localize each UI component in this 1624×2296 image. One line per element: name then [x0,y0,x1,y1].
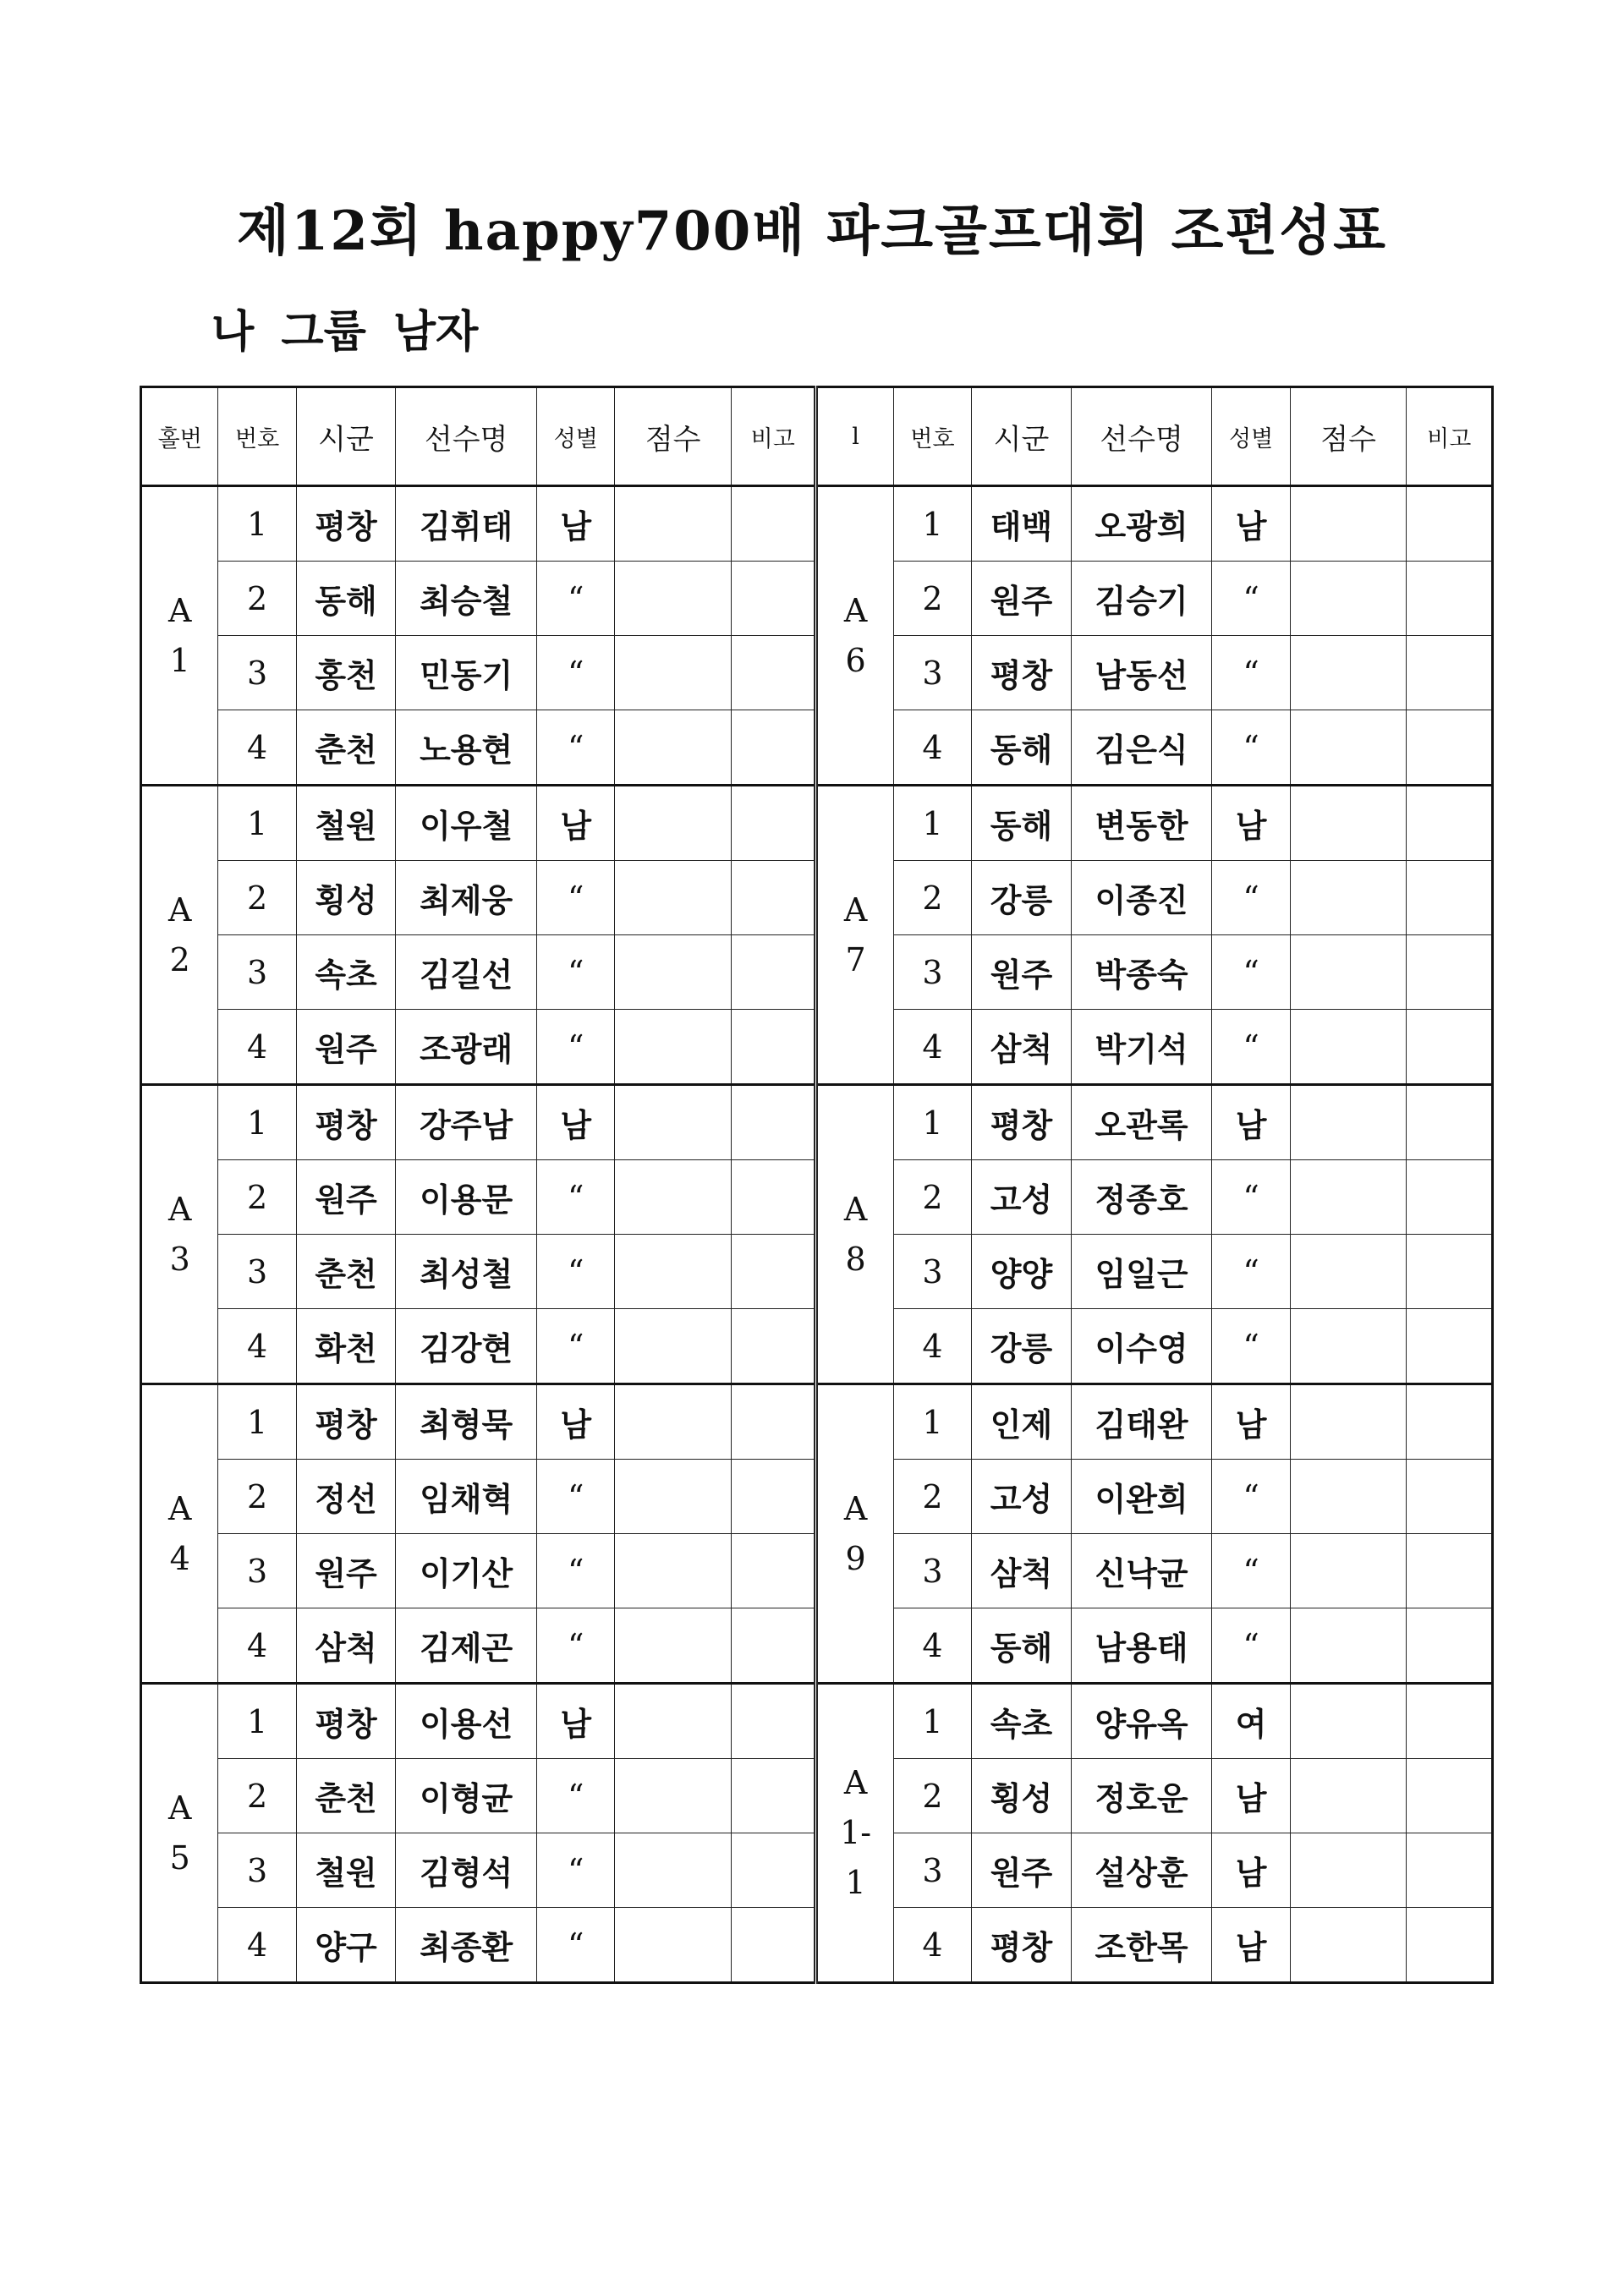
player-number: 2 [218,1759,296,1833]
score-cell-right[interactable] [1290,1160,1407,1235]
score-cell-right[interactable] [1290,1085,1407,1160]
note-cell[interactable] [731,1235,815,1309]
score-cell[interactable] [615,1608,732,1684]
player-name-right: 남용태 [1071,1608,1212,1684]
table-row [141,486,1493,562]
player-city: 평창 [296,1085,396,1160]
player-number-right: 1 [893,1684,971,1759]
note-cell-right[interactable] [1407,710,1493,786]
player-gender: “ [537,861,615,935]
player-number-right: 4 [893,1608,971,1684]
player-gender-right: 남 [1212,1085,1290,1160]
player-gender-right: “ [1212,1460,1290,1534]
player-city-right: 동해 [972,710,1072,786]
note-cell[interactable] [731,1010,815,1085]
player-gender: “ [537,1160,615,1235]
score-cell[interactable] [615,486,732,562]
player-gender-right: 여 [1212,1684,1290,1759]
player-name: 김강현 [396,1309,537,1384]
note-cell[interactable] [731,636,815,710]
note-cell-right[interactable] [1407,1833,1493,1908]
header-gender-right: 성별 [1212,387,1290,486]
player-number-right: 3 [893,636,971,710]
header-score-right: 점수 [1290,387,1407,486]
score-cell-right[interactable] [1290,1908,1407,1983]
score-cell-right[interactable] [1290,710,1407,786]
player-city: 양구 [296,1908,396,1983]
note-cell[interactable] [731,935,815,1010]
player-city-right: 강릉 [972,861,1072,935]
note-cell-right[interactable] [1407,1608,1493,1684]
player-gender-right: 남 [1212,1833,1290,1908]
note-cell[interactable] [731,1908,815,1983]
score-cell[interactable] [615,1833,732,1908]
player-gender-right: “ [1212,1309,1290,1384]
group-cell-right: A 9 [816,1384,893,1684]
note-cell-right[interactable] [1407,1534,1493,1608]
player-gender-right: 남 [1212,486,1290,562]
score-cell-right[interactable] [1290,486,1407,562]
player-number: 4 [218,1908,296,1983]
player-name: 민동기 [396,636,537,710]
player-city: 평창 [296,486,396,562]
score-cell-right[interactable] [1290,935,1407,1010]
player-city-right: 원주 [972,562,1072,636]
group-cell-left: A 3 [141,1085,218,1384]
player-gender: “ [537,1759,615,1833]
player-name-right: 박종숙 [1071,935,1212,1010]
player-name: 최종환 [396,1908,537,1983]
score-cell[interactable] [615,786,732,861]
player-city-right: 고성 [972,1160,1072,1235]
player-number: 2 [218,562,296,636]
player-gender-right: “ [1212,1534,1290,1608]
score-cell[interactable] [615,1908,732,1983]
player-city-right: 양양 [972,1235,1072,1309]
player-gender-right: “ [1212,1010,1290,1085]
player-city: 평창 [296,1384,396,1460]
player-gender: “ [537,1010,615,1085]
player-city-right: 삼척 [972,1534,1072,1608]
note-cell-right[interactable] [1407,1235,1493,1309]
player-number: 1 [218,1384,296,1460]
header-city-right: 시군 [972,387,1072,486]
note-cell[interactable] [731,1460,815,1534]
header-player: 선수명 [396,387,537,486]
note-cell[interactable] [731,486,815,562]
player-name: 이용문 [396,1160,537,1235]
player-city: 원주 [296,1534,396,1608]
player-gender: “ [537,1908,615,1983]
note-cell-right[interactable] [1407,1759,1493,1833]
header-number: 번호 [218,387,296,486]
score-cell[interactable] [615,1759,732,1833]
player-city-right: 속초 [972,1684,1072,1759]
player-number: 3 [218,636,296,710]
player-gender-right: “ [1212,1235,1290,1309]
player-number-right: 3 [893,1833,971,1908]
player-gender: 남 [537,1684,615,1759]
player-name: 이형균 [396,1759,537,1833]
player-city: 원주 [296,1010,396,1085]
score-cell[interactable] [615,1085,732,1160]
player-gender: 남 [537,486,615,562]
player-name-right: 김은식 [1071,710,1212,786]
player-gender-right: “ [1212,935,1290,1010]
player-number-right: 2 [893,1759,971,1833]
player-name: 김길선 [396,935,537,1010]
note-cell[interactable] [731,710,815,786]
header-city: 시군 [296,387,396,486]
player-number-right: 4 [893,1908,971,1983]
note-cell[interactable] [731,786,815,861]
player-name-right: 임일근 [1071,1235,1212,1309]
player-city-right: 평창 [972,1085,1072,1160]
player-city: 춘천 [296,1235,396,1309]
player-gender-right: “ [1212,636,1290,710]
score-cell[interactable] [615,636,732,710]
player-city-right: 원주 [972,1833,1072,1908]
score-cell[interactable] [615,1684,732,1759]
player-number-right: 2 [893,562,971,636]
note-cell-right[interactable] [1407,562,1493,636]
note-cell[interactable] [731,1534,815,1608]
player-name: 김형석 [396,1833,537,1908]
player-number: 3 [218,1534,296,1608]
player-number: 3 [218,935,296,1010]
player-name-right: 오광희 [1071,486,1212,562]
note-cell-right[interactable] [1407,1384,1493,1460]
player-number-right: 1 [893,1085,971,1160]
roster-sheet [140,386,1494,1972]
score-cell-right[interactable] [1290,562,1407,636]
player-number-right: 1 [893,786,971,861]
player-city: 철원 [296,1833,396,1908]
note-cell[interactable] [731,1309,815,1384]
note-cell[interactable] [731,562,815,636]
player-gender-right: “ [1212,861,1290,935]
note-cell-right[interactable] [1407,1010,1493,1085]
player-gender-right: “ [1212,562,1290,636]
player-gender: “ [537,1608,615,1684]
score-cell[interactable] [615,1534,732,1608]
player-number-right: 4 [893,1309,971,1384]
player-city: 원주 [296,1160,396,1235]
header-number-right: 번호 [893,387,971,486]
note-cell-right[interactable] [1407,636,1493,710]
header-row [141,387,1493,486]
score-cell-right[interactable] [1290,1384,1407,1460]
player-city: 춘천 [296,710,396,786]
player-gender-right: 남 [1212,786,1290,861]
player-number-right: 2 [893,1160,971,1235]
player-gender-right: “ [1212,710,1290,786]
group-cell-right: A 6 [816,486,893,786]
group-cell-right: A 8 [816,1085,893,1384]
group-cell-left: A 5 [141,1684,218,1983]
player-city-right: 삼척 [972,1010,1072,1085]
player-city: 춘천 [296,1759,396,1833]
player-name: 최성철 [396,1235,537,1309]
score-cell[interactable] [615,1460,732,1534]
note-cell[interactable] [731,1833,815,1908]
note-cell[interactable] [731,1759,815,1833]
group-cell-left: A 4 [141,1384,218,1684]
player-gender-right: 남 [1212,1759,1290,1833]
player-gender-right: “ [1212,1608,1290,1684]
score-cell-right[interactable] [1290,1534,1407,1608]
score-cell-right[interactable] [1290,861,1407,935]
player-gender-right: “ [1212,1160,1290,1235]
player-number-right: 3 [893,1534,971,1608]
note-cell-right[interactable] [1407,1309,1493,1384]
player-number: 4 [218,1309,296,1384]
score-cell-right[interactable] [1290,1309,1407,1384]
player-number: 4 [218,710,296,786]
score-cell-right[interactable] [1290,1833,1407,1908]
player-number: 3 [218,1833,296,1908]
header-note: 비고 [731,387,815,486]
player-name-right: 변동한 [1071,786,1212,861]
player-city-right: 동해 [972,1608,1072,1684]
score-cell-right[interactable] [1290,1759,1407,1833]
player-number: 1 [218,786,296,861]
score-cell-right[interactable] [1290,1235,1407,1309]
player-gender: “ [537,1534,615,1608]
score-cell[interactable] [615,935,732,1010]
player-city: 정선 [296,1460,396,1534]
group-cell-right: A 1- 1 [816,1684,893,1983]
player-name-right: 오관록 [1071,1085,1212,1160]
player-name-right: 남동선 [1071,636,1212,710]
player-city: 화천 [296,1309,396,1384]
player-name: 이용선 [396,1684,537,1759]
player-number: 1 [218,1085,296,1160]
score-cell-right[interactable] [1290,1684,1407,1759]
player-number-right: 2 [893,861,971,935]
header-hole: 홀번 [141,387,218,486]
player-city-right: 동해 [972,786,1072,861]
player-gender: “ [537,710,615,786]
player-number-right: 3 [893,935,971,1010]
player-number-right: 4 [893,710,971,786]
player-number-right: 4 [893,1010,971,1085]
note-cell[interactable] [731,1608,815,1684]
player-gender: “ [537,1460,615,1534]
player-name-right: 양유옥 [1071,1684,1212,1759]
note-cell-right[interactable] [1407,1160,1493,1235]
player-number: 3 [218,1235,296,1309]
player-city-right: 평창 [972,1908,1072,1983]
note-cell[interactable] [731,861,815,935]
player-gender: 남 [537,786,615,861]
player-name-right: 김태완 [1071,1384,1212,1460]
player-gender: 남 [537,1384,615,1460]
player-number-right: 3 [893,1235,971,1309]
table-row [141,786,1493,861]
player-number: 1 [218,1684,296,1759]
score-cell[interactable] [615,1309,732,1384]
player-name-right: 김승기 [1071,562,1212,636]
player-gender: “ [537,1309,615,1384]
player-gender: 남 [537,1085,615,1160]
player-number-right: 1 [893,486,971,562]
player-city-right: 원주 [972,935,1072,1010]
score-cell[interactable] [615,1010,732,1085]
player-name: 강주남 [396,1085,537,1160]
player-number: 1 [218,486,296,562]
note-cell-right[interactable] [1407,1085,1493,1160]
player-name-right: 정호운 [1071,1759,1212,1833]
group-cell-right: A 7 [816,786,893,1085]
group-cell-left: A 2 [141,786,218,1085]
note-cell-right[interactable] [1407,1684,1493,1759]
player-name: 이기산 [396,1534,537,1608]
player-number: 2 [218,861,296,935]
note-cell[interactable] [731,1085,815,1160]
player-name: 최제웅 [396,861,537,935]
player-number: 4 [218,1608,296,1684]
score-cell-right[interactable] [1290,636,1407,710]
roster-body [141,486,1493,1983]
group-subtitle: 나 그룹 남자 [211,306,479,358]
score-cell-right[interactable] [1290,786,1407,861]
roster-table [140,386,1494,1984]
player-city: 횡성 [296,861,396,935]
note-cell-right[interactable] [1407,861,1493,935]
score-cell[interactable] [615,562,732,636]
player-gender: “ [537,562,615,636]
player-name-right: 조한목 [1071,1908,1212,1983]
note-cell-right[interactable] [1407,935,1493,1010]
player-city-right: 고성 [972,1460,1072,1534]
score-cell-right[interactable] [1290,1460,1407,1534]
document-title: 제12회 happy700배 파크골프대회 조편성표 [237,200,1387,263]
player-city: 삼척 [296,1608,396,1684]
player-gender: “ [537,1833,615,1908]
score-cell[interactable] [615,1160,732,1235]
note-cell-right[interactable] [1407,486,1493,562]
player-name: 조광래 [396,1010,537,1085]
table-row [141,1085,1493,1160]
player-number: 2 [218,1460,296,1534]
player-number-right: 1 [893,1384,971,1460]
table-row [141,1684,1493,1759]
player-name: 최형묵 [396,1384,537,1460]
group-cell-left: A 1 [141,486,218,786]
note-cell-right[interactable] [1407,1908,1493,1983]
score-cell[interactable] [615,710,732,786]
player-name: 김휘태 [396,486,537,562]
note-cell[interactable] [731,1384,815,1460]
note-cell[interactable] [731,1160,815,1235]
player-city-right: 인제 [972,1384,1072,1460]
player-number: 4 [218,1010,296,1085]
header-hole-right: l [816,387,893,486]
score-cell[interactable] [615,861,732,935]
player-gender-right: 남 [1212,1384,1290,1460]
score-cell[interactable] [615,1235,732,1309]
player-name: 노용현 [396,710,537,786]
player-name-right: 이종진 [1071,861,1212,935]
table-row [141,1384,1493,1460]
player-name: 임채혁 [396,1460,537,1534]
player-name-right: 설상훈 [1071,1833,1212,1908]
player-gender-right: 남 [1212,1908,1290,1983]
player-city-right: 횡성 [972,1759,1072,1833]
score-cell[interactable] [615,1384,732,1460]
player-name: 김제곤 [396,1608,537,1684]
score-cell-right[interactable] [1290,1010,1407,1085]
player-gender: “ [537,636,615,710]
score-cell-right[interactable] [1290,1608,1407,1684]
player-name-right: 박기석 [1071,1010,1212,1085]
player-name: 이우철 [396,786,537,861]
player-name-right: 이수영 [1071,1309,1212,1384]
note-cell-right[interactable] [1407,1460,1493,1534]
note-cell-right[interactable] [1407,786,1493,861]
note-cell[interactable] [731,1684,815,1759]
player-city: 평창 [296,1684,396,1759]
header-gender: 성별 [537,387,615,486]
player-city: 속초 [296,935,396,1010]
player-city-right: 강릉 [972,1309,1072,1384]
player-city: 동해 [296,562,396,636]
player-name-right: 신낙균 [1071,1534,1212,1608]
header-note-right: 비고 [1407,387,1493,486]
player-name-right: 정종호 [1071,1160,1212,1235]
player-city-right: 태백 [972,486,1072,562]
player-number-right: 2 [893,1460,971,1534]
player-city: 홍천 [296,636,396,710]
player-city-right: 평창 [972,636,1072,710]
header-score: 점수 [615,387,732,486]
player-gender: “ [537,1235,615,1309]
player-gender: “ [537,935,615,1010]
player-city: 철원 [296,786,396,861]
header-player-right: 선수명 [1071,387,1212,486]
player-number: 2 [218,1160,296,1235]
player-name-right: 이완희 [1071,1460,1212,1534]
player-name: 최승철 [396,562,537,636]
